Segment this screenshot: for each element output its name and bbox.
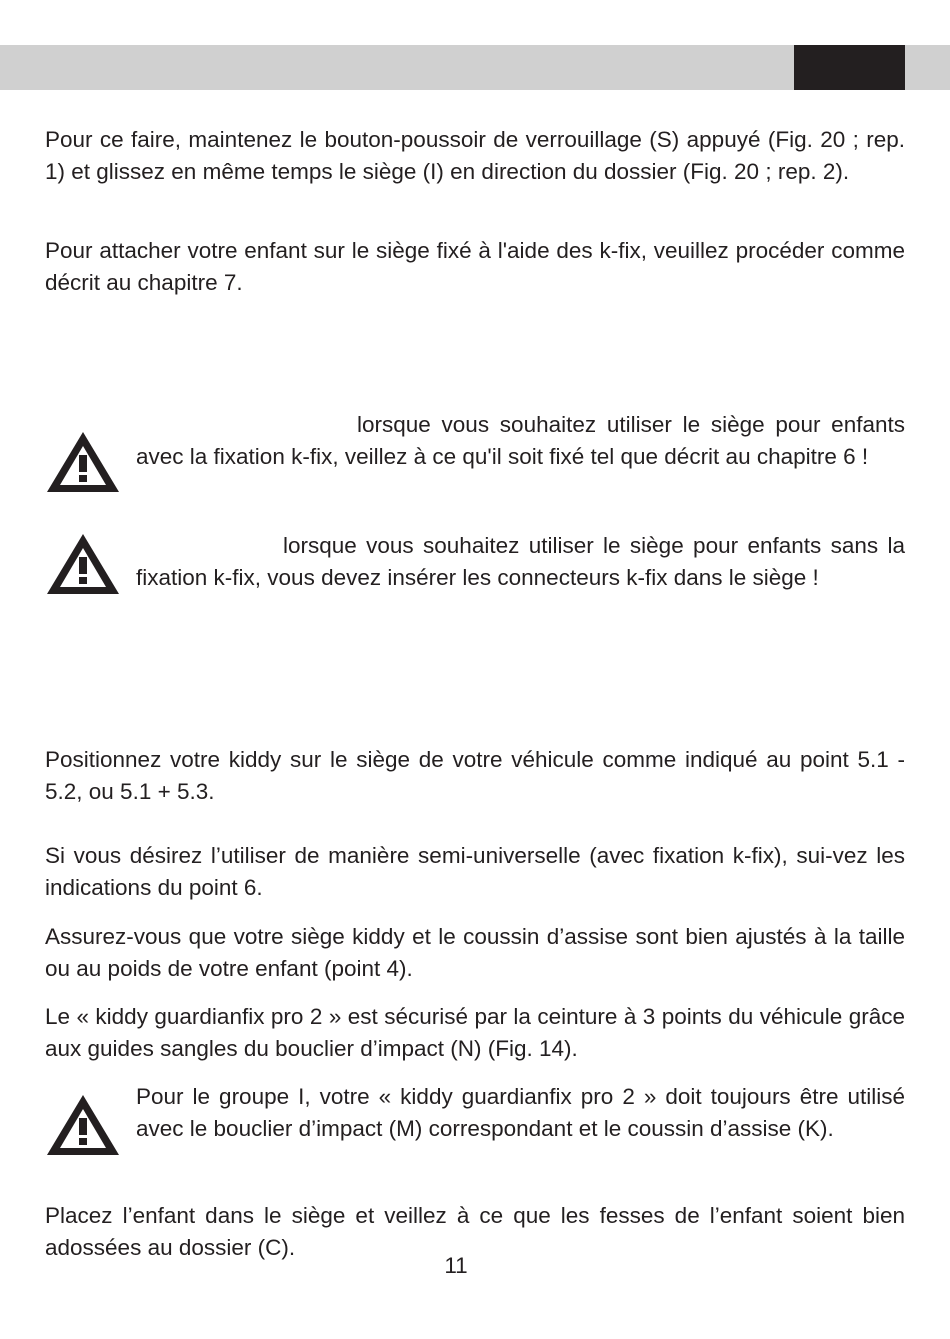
warning-text-3: Pour le groupe I, votre « kiddy guardianfix pro 2 » doit toujours être utilisé avec le bouclier d’impact (M) correspondant et le coussin d’assise (K). — [136, 1084, 905, 1141]
warning-triangle-icon — [45, 1093, 121, 1157]
warning-text-1: lorsque vous souhaitez utiliser le siège pour enfants avec la fixation k-fix, veillez à ce qu'il soit fixé tel que décrit au chapitre 6 ! — [136, 412, 905, 469]
paragraph-2: Pour attacher votre enfant sur le siège fixé à l'aide des k-fix, veuillez procéder comme décrit au chapitre 7. — [45, 238, 905, 295]
paragraph-4: Si vous désirez l’utiliser de manière semi-universelle (avec fixation k-fix), sui-vez les indications du point 6. — [45, 843, 905, 900]
paragraph-3: Positionnez votre kiddy sur le siège de votre véhicule comme indiqué au point 5.1 - 5.2, ou 5.1 + 5.3. — [45, 747, 905, 804]
header-block — [794, 45, 905, 90]
warning-triangle-icon — [45, 430, 121, 494]
page-number: 11 — [444, 1253, 468, 1278]
paragraph-7: Placez l’enfant dans le siège et veillez à ce que les fesses de l’enfant soient bien adossées au dossier (C). — [45, 1203, 905, 1260]
paragraph-6: Le « kiddy guardianfix pro 2 » est sécurisé par la ceinture à 3 points du véhicule grâce aux guides sangles du bouclier d’impact (N) (Fig. 14). — [45, 1004, 905, 1061]
paragraph-1: Pour ce faire, maintenez le bouton-poussoir de verrouillage (S) appuyé (Fig. 20 ; rep. 1) et glissez en même temps le siège (I) en direction du dossier (Fig. 20 ; rep. 2). — [45, 127, 905, 184]
warning-text-2: lorsque vous souhaitez utiliser le siège pour enfants sans la fixation k-fix, vous devez insérer les connecteurs k-fix dans le siège ! — [136, 533, 905, 590]
paragraph-5: Assurez-vous que votre siège kiddy et le coussin d’assise sont bien ajustés à la taille ou au poids de votre enfant (point 4). — [45, 924, 905, 981]
warning-triangle-icon — [45, 532, 121, 596]
